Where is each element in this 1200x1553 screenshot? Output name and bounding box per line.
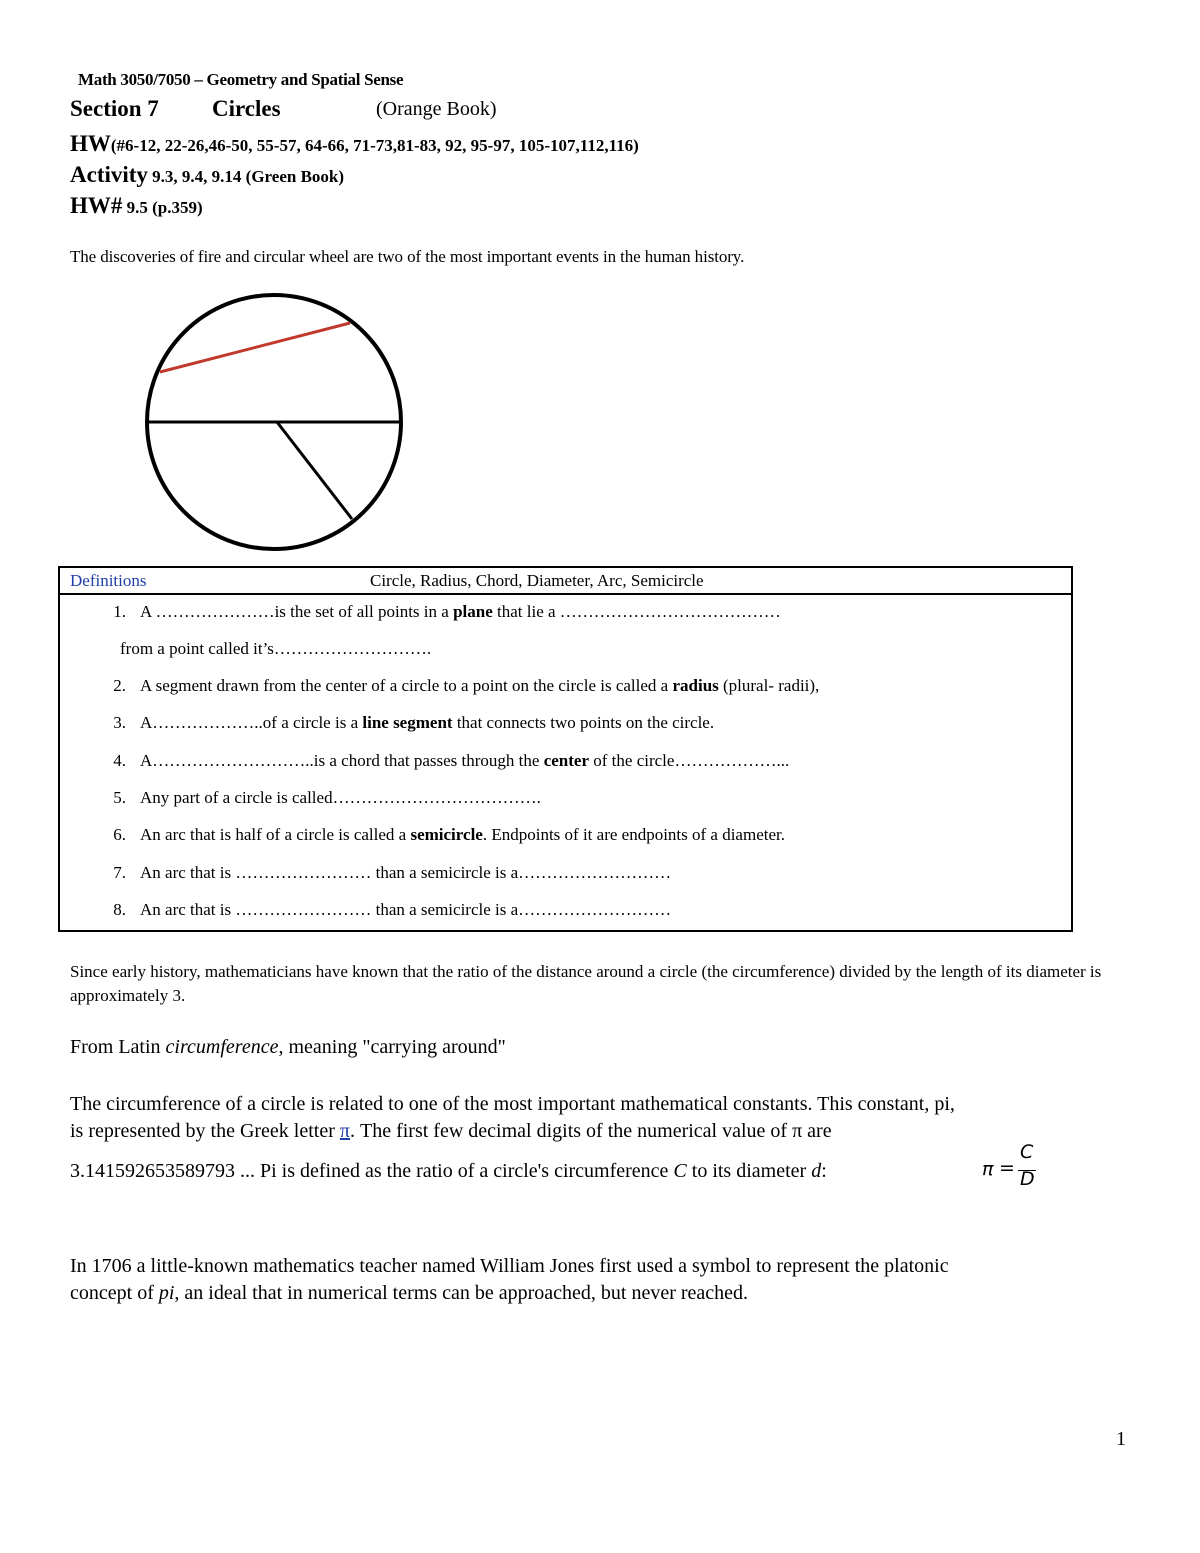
definition-text-pre: A segment drawn from the center of a circle to a point on the circle is called a [140, 676, 673, 695]
formula-numerator: C [1020, 1141, 1034, 1163]
definition-number: 1. [113, 602, 126, 621]
pi-line-3-mid: to its diameter [686, 1160, 812, 1182]
definition-number: 6. [113, 825, 126, 844]
pi-link[interactable]: π [339, 1120, 350, 1142]
definition-number: 2. [113, 676, 126, 695]
jones-line-1: In 1706 a little-known mathematics teacher named William Jones first used a symbol to represent the platonic [70, 1255, 949, 1277]
homework2-items: 9.5 (p.359) [122, 198, 203, 217]
course-title: Math 3050/7050 – Geometry and Spatial Sense [78, 70, 404, 89]
section-label: Section 7 [70, 96, 159, 121]
definition-text [140, 751, 789, 771]
definition-term: radius [672, 676, 719, 695]
pi-line-3-post: : [821, 1160, 827, 1182]
section-title: Circles [212, 96, 281, 121]
radius-line [277, 422, 352, 519]
definition-text [140, 900, 671, 920]
definition-term: semicircle [410, 825, 483, 844]
page-number: 1 [1116, 1428, 1126, 1450]
definitions-label: Definitions [70, 571, 147, 590]
definitions-terms: Circle, Radius, Chord, Diameter, Arc, Semicircle [370, 571, 704, 590]
definition-text-pre: An arc that is half of a circle is called a [140, 825, 411, 844]
activity-label: Activity [70, 162, 148, 187]
homework2-line [70, 193, 203, 219]
ratio-paragraph: Since early history, mathematicians have known that the ratio of the distance around a circle (the circumference) divided by the length of its diameter is approximately 3. [70, 962, 1102, 1005]
definitions-header [60, 568, 1071, 595]
definition-text [140, 825, 785, 845]
definition-text [140, 602, 781, 622]
definition-term: center [543, 751, 590, 770]
latin-word: circumference [165, 1036, 279, 1058]
definition-text-post: . Endpoints of it are endpoints of a diameter. [482, 825, 785, 844]
latin-line [70, 1034, 1130, 1061]
definition-number: 4. [113, 751, 126, 770]
definition-text-pre: A …………………is the set of all points in a [140, 602, 454, 621]
intro-text: The discoveries of fire and circular wheel are two of the most important events in the human history. [70, 247, 745, 266]
definition-term: line segment [362, 713, 453, 732]
activity-line [70, 162, 344, 188]
pi-line-1: The circumference of a circle is related to one of the most important mathematical constants. This constant, pi, [70, 1093, 955, 1115]
latin-post: , meaning "carrying around" [278, 1036, 506, 1058]
pi-line-3-pre: 3.141592653589793 ... Pi is defined as the ratio of a circle's circumference [70, 1160, 674, 1182]
definition-number: 5. [113, 788, 126, 807]
definition-text-pre: An arc that is …………………… than a semicircle is a……………………… [140, 900, 672, 919]
section-book: (Orange Book) [376, 98, 497, 120]
latin-pre: From Latin [70, 1036, 166, 1058]
definition-text-post: that connects two points on the circle. [452, 713, 715, 732]
pi-var-d: d [811, 1160, 822, 1182]
definition-text-pre: A………………………..is a chord that passes through the [140, 751, 544, 770]
pi-line-2 [70, 1118, 1130, 1145]
homework2-label: HW# [70, 193, 123, 218]
formula-pi: π [982, 1158, 994, 1180]
definition-number: 7. [113, 863, 126, 882]
definition-text-post: that lie a ………………………………… [492, 602, 781, 621]
definition-number: 3. [113, 713, 126, 732]
jones-line-2-pre: concept of [70, 1282, 159, 1304]
formula-equals: = [999, 1157, 1015, 1179]
definition-text-pre: from a point called it’s………………………. [120, 639, 432, 658]
homework-label: HW [70, 131, 111, 156]
definition-term: plane [453, 602, 493, 621]
pi-line-2-post: . The first few decimal digits of the numerical value of π are [350, 1120, 832, 1142]
definition-text-pre: Any part of a circle is called………………………………. [140, 788, 541, 807]
jones-line-2-post: , an ideal that in numerical terms can be approached, but never reached. [174, 1282, 749, 1304]
definition-text-pre: An arc that is …………………… than a semicircle is a……………………… [140, 863, 672, 882]
pi-line-2-pre: is represented by the Greek letter [70, 1120, 340, 1142]
definition-text-pre: A………………..of a circle is a [140, 713, 363, 732]
circle-diagram [140, 292, 410, 554]
homework-line [70, 131, 639, 157]
activity-items: 9.3, 9.4, 9.14 (Green Book) [147, 167, 345, 186]
jones-word: pi [158, 1282, 175, 1304]
definitions-box [58, 566, 1073, 932]
definition-text [120, 639, 431, 659]
definition-text [140, 863, 671, 883]
definition-text-post: (plural- radii), [718, 676, 820, 695]
definition-number: 8. [113, 900, 126, 919]
homework-problems: (#6-12, 22-26,46-50, 55-57, 64-66, 71-73,81-83, 92, 95-97, 105-107,112,116) [110, 136, 639, 155]
pi-var-c: C [673, 1160, 687, 1182]
formula-denominator: D [1020, 1168, 1035, 1190]
definition-text [140, 788, 541, 808]
definition-text [140, 676, 819, 696]
definition-text [140, 713, 714, 733]
pi-line-3 [70, 1158, 1130, 1185]
jones-line-2 [70, 1280, 1130, 1307]
definition-text-post: of the circle………………... [589, 751, 790, 770]
section-heading [70, 96, 497, 122]
